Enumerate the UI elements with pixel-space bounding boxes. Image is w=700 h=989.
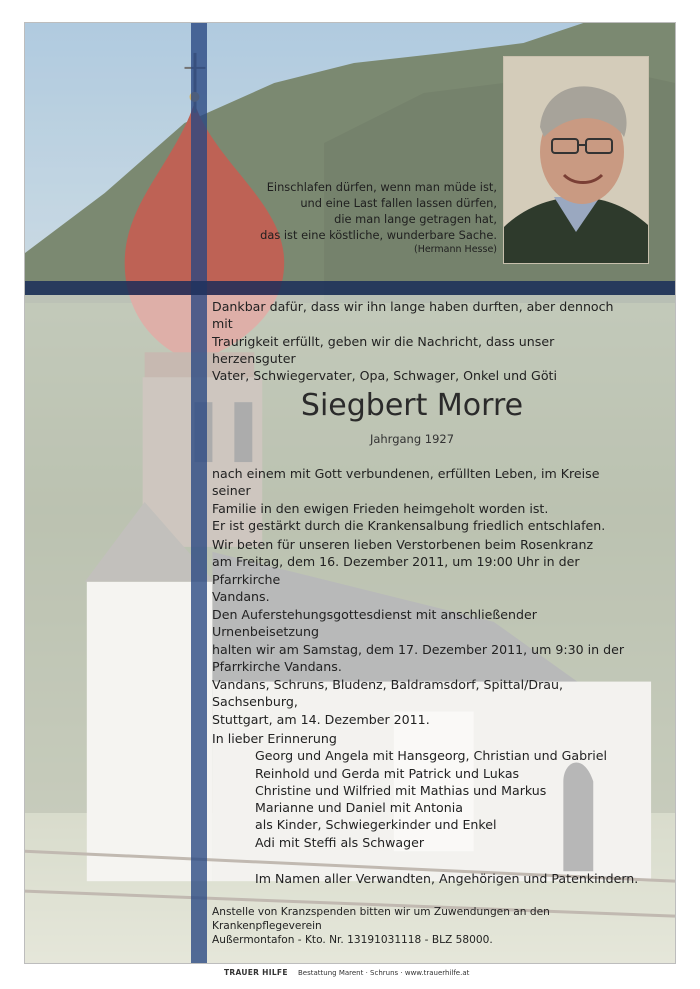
memory-section [212,730,632,851]
deceased-name: Siegbert Morre [300,388,524,423]
family-line: Georg und Angela mit Hansgeorg, Christian und Gabriel [255,748,608,764]
donation-note [212,905,652,947]
poem-line: das ist eine köstliche, wunderbare Sache. [260,228,497,242]
family-line: als Kinder, Schwiegerkinder und Enkel [255,817,497,833]
footer-brand: TRAUER HILFE [224,968,288,977]
footer [224,968,469,977]
birth-year: Jahrgang 1927 [369,432,455,446]
cross-vertical-bar [191,23,207,964]
intro-line: Vater, Schwiegervater, Opa, Schwager, Onkel und Göti [212,368,557,384]
life-line: Familie in den ewigen Frieden heimgeholt worden ist. [212,500,549,516]
life-line: nach einem mit Gott verbundenen, erfüllten Leben, im Kreise seiner [212,466,600,499]
poem-line: Einschlafen dürfen, wenn man müde ist, [266,180,497,194]
poem-author: (Hermann Hesse) [413,244,497,255]
intro-line: Dankbar dafür, dass wir ihn lange haben durften, aber dennoch mit [212,299,614,332]
donation-line: Anstelle von Kranzspenden bitten wir um Zuwendungen an den Krankenpflegeverein [212,906,550,932]
places-line: Stuttgart, am 14. Dezember 2011. [212,711,430,727]
family-line: Adi mit Steffi als Schwager [255,834,425,850]
family-line: Marianne und Daniel mit Antonia [255,800,463,816]
life-line: Er ist gestärkt durch die Krankensalbung friedlich entschlafen. [212,517,606,533]
rosary-line: am Freitag, dem 16. Dezember 2011, um 19:00 Uhr in der Pfarrkirche [212,554,580,587]
service-line: Pfarrkirche Vandans. [212,658,342,674]
rosary-line: Vandans. [212,588,270,604]
intro-paragraph [212,298,622,384]
closing-line: Im Namen aller Verwandten, Angehörigen und Patenkindern. [255,871,639,886]
intro-line: Traurigkeit erfüllt, geben wir die Nachricht, dass unser herzensguter [212,333,555,366]
family-line: Christine und Wilfried mit Mathias und Markus [255,782,547,798]
places-line: Vandans, Schruns, Bludenz, Baldramsdorf, Spittal/Drau, Sachsenburg, [212,677,563,710]
poem [197,179,497,257]
rosary-line: Wir beten für unseren lieben Verstorbenen beim Rosenkranz [212,537,594,552]
service-line: halten wir am Samstag, dem 17. Dezember 2011, um 9:30 in der [212,641,625,657]
service-line: Den Auferstehungsgottesdienst mit anschließender Urnenbeisetzung [212,607,537,640]
portrait-photo [503,56,649,264]
poem-line: die man lange getragen hat, [334,212,497,226]
donation-line: Außermontafon - Kto. Nr. 13191031118 - BLZ 58000. [212,934,493,946]
rosary-paragraph [212,536,632,605]
service-paragraph [212,606,632,675]
poem-line: und eine Last fallen lassen dürfen, [300,196,497,210]
life-paragraph [212,465,632,534]
family-line: Reinhold und Gerda mit Patrick und Lukas [255,765,520,781]
cross-horizontal-bar [25,281,675,295]
footer-text: Bestattung Marent · Schruns · www.trauerhilfe.at [298,969,470,977]
memory-heading: In lieber Erinnerung [212,731,337,746]
places-paragraph [212,676,632,728]
